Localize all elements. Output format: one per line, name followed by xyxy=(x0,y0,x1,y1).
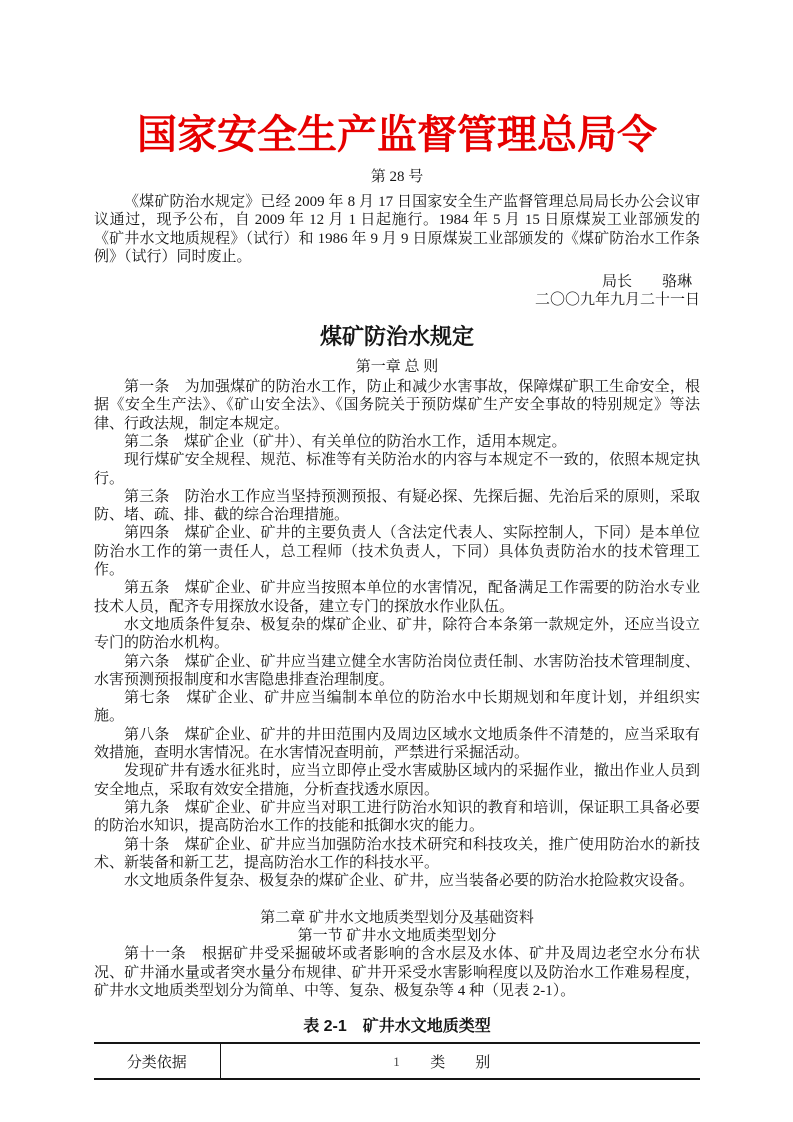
body-paragraph: 第八条 煤矿企业、矿井的井田范围内及周边区域水文地质条件不清楚的，应当采取有效措施，查明水害情况。在水害情况查明前，严禁进行采掘活动。 xyxy=(94,726,700,762)
body-paragraph: 水文地质条件复杂、极复杂的煤矿企业、矿井，应当装备必要的防治水抢险救灾设备。 xyxy=(124,873,695,890)
body-paragraph: 第九条 煤矿企业、矿井应当对职工进行防治水知识的教育和培训，保证职工具备必要的防治水知识，提高防治水工作的技能和抵御水灾的能力。 xyxy=(94,799,700,835)
body-paragraph: 现行煤矿安全规程、规范、标准等有关防治水的内容与本规定不一致的，依照本规定执行。 xyxy=(94,452,700,487)
preamble-paragraph: 《煤矿防治水规定》已经 2009 年 8 月 17 日国家安全生产监督管理总局局长办公会议审议通过，现予公布，自 2009 年 12 月 1 日起施行。1984 年 5 月 15 日原煤炭工业部颁发的《矿井水文地质规程》（试行）和 1986 年 9 月 9 日原煤炭工业部颁发的《煤矿防治水工作条例》（试行）同时废止。 xyxy=(94,194,700,265)
chapter-2-heading: 第二章 矿井水文地质类型划分及基础资料 xyxy=(260,909,534,926)
order-number: 第 28 号 xyxy=(370,169,424,185)
blank-line xyxy=(94,890,700,908)
body-paragraph: 第十条 煤矿企业、矿井应当加强防治水技术研究和科技攻关，推广使用防治水的新技术、新装备和新工艺，提高防治水工作的科技水平。 xyxy=(94,836,700,871)
signature-line: 局长 骆琳 xyxy=(601,274,692,291)
date-line: 二〇〇九年九月二十一日 xyxy=(534,292,700,309)
body-paragraph: 第四条 煤矿企业、矿井的主要负责人（含法定代表人、实际控制人，下同）是本单位防治水工作的第一责任人，总工程师（技术负责人，下同）具体负责防治水的技术管理工作。 xyxy=(94,525,700,579)
body-paragraph: 水文地质条件复杂、极复杂的煤矿企业、矿井，除符合本条第一款规定外，还应当设立专门的防治水机构。 xyxy=(94,616,700,652)
table-header-classification-basis: 分类依据 xyxy=(94,1043,220,1079)
agency-order-title: 国家安全生产监督管理总局令 xyxy=(137,112,657,157)
body-paragraph: 第六条 煤矿企业、矿井应当建立健全水害防治岗位责任制、水害防治技术管理制度、水害预测预报制度和水害隐患排查治理制度。 xyxy=(94,653,700,688)
body-paragraph: 第二条 煤矿企业（矿井）、有关单位的防治水工作，适用本规定。 xyxy=(124,433,567,450)
page-number: 1 xyxy=(393,1054,400,1069)
section-1-heading: 第一节 矿井水文地质类型划分 xyxy=(297,927,497,944)
table-2-1-caption: 表 2-1 矿井水文地质类型 xyxy=(303,1018,491,1036)
body-paragraph: 第一条 为加强煤矿的防治水工作，防止和减少水害事故，保障煤矿职工生命安全，根据《安全生产法》、《矿山安全法》、《国务院关于预防煤矿生产安全事故的特别规定》等法律、行政法规，制定本规定。 xyxy=(94,379,700,432)
table-header-category: 类 别 xyxy=(430,1054,491,1071)
body-paragraph: 第七条 煤矿企业、矿井应当编制本单位的防治水中长期规划和年度计划，并组织实施。 xyxy=(94,690,700,725)
chapter-1-heading: 第一章 总 则 xyxy=(355,358,439,375)
body-paragraph: 发现矿井有透水征兆时，应当立即停止受水害威胁区域内的采掘作业，撤出作业人员到安全地点，采取有效安全措施，分析查找透水原因。 xyxy=(94,763,700,798)
article-11-paragraph: 第十一条 根据矿井受采掘破坏或者影响的含水层及水体、矿井及周边老空水分布状况、矿井涌水量或者突水量分布规律、矿井开采受水害影响程度以及防治水工作难易程度，矿井水文地质类型划分为简单、中等、复杂、极复杂等 4 种（见表 2-1）。 xyxy=(94,946,700,999)
body-paragraph: 第五条 煤矿企业、矿井应当按照本单位的水害情况，配备满足工作需要的防治水专业技术人员，配齐专用探放水设备，建立专门的探放水作业队伍。 xyxy=(94,580,700,615)
body-paragraph: 第三条 防治水工作应当坚持预测预报、有疑必探、先探后掘、先治后采的原则，采取防、堵、疏、排、截的综合治理措施。 xyxy=(94,488,700,524)
regulation-title: 煤矿防治水规定 xyxy=(319,323,474,349)
chapter-1-body xyxy=(94,378,700,890)
